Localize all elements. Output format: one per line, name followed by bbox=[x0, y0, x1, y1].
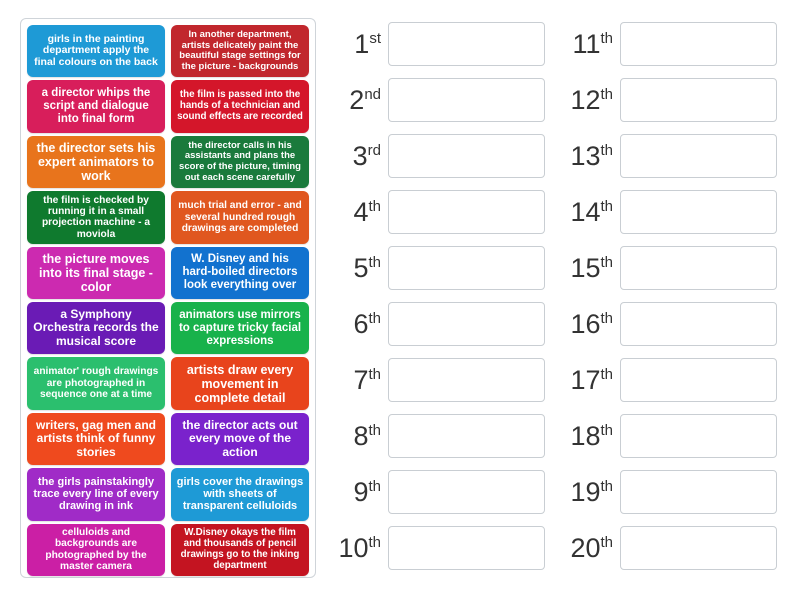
answer-row bbox=[562, 522, 777, 574]
answer-row bbox=[330, 18, 545, 70]
rank-number: 7 bbox=[353, 364, 369, 395]
answer-row bbox=[562, 130, 777, 182]
answer-row bbox=[562, 298, 777, 350]
answer-dropzone[interactable] bbox=[620, 358, 777, 402]
rank-number: 2 bbox=[349, 84, 365, 115]
answer-dropzone[interactable] bbox=[388, 302, 545, 346]
answer-row bbox=[562, 410, 777, 462]
rank-suffix: th bbox=[600, 141, 613, 159]
tile-label: a director whips the script and dialogue into final form bbox=[41, 87, 151, 126]
rank-ordinal bbox=[562, 140, 620, 171]
answers-column-right bbox=[562, 18, 777, 578]
rank-number: 15 bbox=[570, 252, 601, 283]
rank-suffix: th bbox=[368, 365, 381, 383]
answers-panel bbox=[330, 18, 782, 578]
tile-label: the film is passed into the hands of a technician and sound effects are recorded bbox=[177, 89, 303, 123]
draggable-tile[interactable] bbox=[27, 524, 165, 576]
rank-number: 4 bbox=[353, 196, 369, 227]
answer-dropzone[interactable] bbox=[388, 78, 545, 122]
draggable-tile[interactable] bbox=[27, 136, 165, 188]
rank-suffix: nd bbox=[364, 85, 381, 103]
answers-column-left bbox=[330, 18, 545, 578]
rank-ordinal bbox=[562, 196, 620, 227]
tile-label: the director acts out every move of the action bbox=[182, 417, 298, 459]
rank-suffix: th bbox=[600, 365, 613, 383]
draggable-tile[interactable] bbox=[171, 468, 309, 520]
tile-label: W.Disney okays the film and thousands of pencil drawings go to the inking department bbox=[180, 526, 300, 571]
answer-dropzone[interactable] bbox=[388, 190, 545, 234]
rank-ordinal bbox=[330, 476, 388, 507]
rank-ordinal bbox=[330, 252, 388, 283]
answer-dropzone[interactable] bbox=[620, 470, 777, 514]
draggable-tile[interactable] bbox=[171, 357, 309, 409]
tile-label: the director calls in his assistants and plans the score of the picture, timing out each scene carefully bbox=[179, 139, 301, 183]
rank-number: 12 bbox=[570, 84, 601, 115]
tile-label: artists draw every movement in complete detail bbox=[186, 362, 294, 405]
draggable-tile[interactable] bbox=[171, 413, 309, 465]
answer-dropzone[interactable] bbox=[388, 414, 545, 458]
rank-number: 11 bbox=[572, 28, 601, 59]
answer-row bbox=[562, 466, 777, 518]
tile-label: W. Disney and his hard-boiled directors look everything over bbox=[182, 253, 298, 292]
rank-number: 3 bbox=[352, 140, 368, 171]
answer-dropzone[interactable] bbox=[620, 22, 777, 66]
rank-number: 16 bbox=[570, 308, 601, 339]
rank-number: 20 bbox=[570, 532, 601, 563]
draggable-tile[interactable] bbox=[171, 302, 309, 354]
draggable-tile[interactable] bbox=[171, 247, 309, 299]
rank-ordinal bbox=[330, 140, 388, 171]
rank-number: 9 bbox=[353, 476, 369, 507]
tile-label: much trial and error - and several hundred rough drawings are completed bbox=[178, 200, 302, 235]
answer-row bbox=[330, 130, 545, 182]
draggable-tile[interactable] bbox=[27, 25, 165, 77]
tile-label: girls cover the drawings with sheets of transparent celluloids bbox=[176, 475, 304, 513]
tile-label: animator' rough drawings are photographed in sequence one at a time bbox=[33, 366, 159, 401]
answer-dropzone[interactable] bbox=[620, 134, 777, 178]
rank-ordinal bbox=[330, 364, 388, 395]
rank-suffix: th bbox=[368, 253, 381, 271]
answer-row bbox=[562, 74, 777, 126]
answer-dropzone[interactable] bbox=[620, 246, 777, 290]
rank-suffix: th bbox=[600, 309, 613, 327]
draggable-tile[interactable] bbox=[27, 247, 165, 299]
rank-suffix: th bbox=[600, 477, 613, 495]
draggable-tile[interactable] bbox=[27, 468, 165, 520]
rank-number: 6 bbox=[353, 308, 369, 339]
rank-number: 1 bbox=[354, 28, 370, 59]
rank-suffix: th bbox=[368, 477, 381, 495]
rank-ordinal bbox=[330, 308, 388, 339]
answer-row bbox=[562, 18, 777, 70]
answer-dropzone[interactable] bbox=[388, 246, 545, 290]
answer-dropzone[interactable] bbox=[620, 526, 777, 570]
answer-row bbox=[330, 186, 545, 238]
answer-row bbox=[330, 242, 545, 294]
rank-suffix: th bbox=[368, 421, 381, 439]
rank-number: 5 bbox=[353, 252, 369, 283]
answer-dropzone[interactable] bbox=[388, 22, 545, 66]
answer-row bbox=[330, 466, 545, 518]
rank-ordinal bbox=[330, 28, 388, 59]
answer-row bbox=[330, 74, 545, 126]
rank-suffix: th bbox=[600, 29, 613, 47]
answer-dropzone[interactable] bbox=[620, 78, 777, 122]
tile-label: the film is checked by running it in a small projection machine - a moviola bbox=[41, 194, 151, 240]
rank-number: 18 bbox=[570, 420, 601, 451]
rank-suffix: th bbox=[600, 421, 613, 439]
tile-label: In another department, artists delicately paint the beautiful stage settings for the picture - backgrounds bbox=[179, 28, 301, 72]
rank-suffix: th bbox=[600, 85, 613, 103]
rank-suffix: th bbox=[368, 533, 381, 551]
rank-ordinal bbox=[562, 476, 620, 507]
answer-dropzone[interactable] bbox=[388, 358, 545, 402]
rank-number: 8 bbox=[353, 420, 369, 451]
rank-ordinal bbox=[330, 196, 388, 227]
rank-ordinal bbox=[562, 84, 620, 115]
tile-label: the director sets his expert animators to work bbox=[36, 140, 156, 183]
draggable-tile[interactable] bbox=[27, 413, 165, 465]
rank-number: 13 bbox=[570, 140, 601, 171]
rank-suffix: th bbox=[368, 197, 381, 215]
draggable-tile[interactable] bbox=[27, 357, 165, 409]
draggable-tile[interactable] bbox=[171, 524, 309, 576]
answer-dropzone[interactable] bbox=[620, 302, 777, 346]
rank-suffix: th bbox=[600, 253, 613, 271]
rank-ordinal bbox=[562, 308, 620, 339]
tile-label: celluloids and backgrounds are photographed by the master camera bbox=[45, 526, 147, 573]
rank-ordinal bbox=[330, 532, 388, 563]
rank-ordinal bbox=[562, 364, 620, 395]
tile-label: animators use mirrors to capture tricky facial expressions bbox=[178, 308, 302, 347]
draggable-tile[interactable] bbox=[171, 191, 309, 243]
answer-dropzone[interactable] bbox=[620, 414, 777, 458]
rank-suffix: st bbox=[369, 29, 381, 47]
draggable-tile[interactable] bbox=[171, 80, 309, 132]
rank-number: 17 bbox=[570, 364, 601, 395]
answer-row bbox=[562, 354, 777, 406]
answer-row bbox=[330, 354, 545, 406]
rank-suffix: th bbox=[600, 197, 613, 215]
rank-ordinal bbox=[330, 84, 388, 115]
answer-dropzone[interactable] bbox=[388, 526, 545, 570]
rank-ordinal bbox=[562, 532, 620, 563]
tile-label: writers, gag men and artists think of funny stories bbox=[35, 417, 157, 459]
answer-dropzone[interactable] bbox=[388, 470, 545, 514]
rank-number: 19 bbox=[570, 476, 601, 507]
answer-dropzone[interactable] bbox=[620, 190, 777, 234]
rank-number: 10 bbox=[338, 532, 369, 563]
rank-suffix: th bbox=[600, 533, 613, 551]
draggable-tile[interactable] bbox=[27, 191, 165, 243]
draggable-tile[interactable] bbox=[171, 136, 309, 188]
rank-ordinal bbox=[330, 420, 388, 451]
tile-label: girls in the painting department apply the final colours on the back bbox=[34, 32, 158, 69]
rank-ordinal bbox=[562, 28, 620, 59]
draggable-tile[interactable] bbox=[27, 80, 165, 132]
tile-label: the girls painstakingly trace every line of every drawing in ink bbox=[33, 475, 159, 513]
answer-row bbox=[330, 522, 545, 574]
answer-row bbox=[330, 410, 545, 462]
rank-suffix: th bbox=[368, 309, 381, 327]
rank-ordinal bbox=[562, 420, 620, 451]
answer-dropzone[interactable] bbox=[388, 134, 545, 178]
answer-row bbox=[562, 242, 777, 294]
answer-row bbox=[562, 186, 777, 238]
draggable-tile[interactable] bbox=[171, 25, 309, 77]
tile-label: the picture moves into its final stage - color bbox=[39, 251, 153, 294]
draggable-tile[interactable] bbox=[27, 302, 165, 354]
answer-row bbox=[330, 298, 545, 350]
rank-number: 14 bbox=[570, 196, 601, 227]
rank-ordinal bbox=[562, 252, 620, 283]
tile-label: a Symphony Orchestra records the musical score bbox=[33, 306, 159, 348]
tiles-grid bbox=[27, 25, 309, 571]
tiles-panel bbox=[20, 18, 316, 578]
rank-suffix: rd bbox=[367, 141, 381, 159]
